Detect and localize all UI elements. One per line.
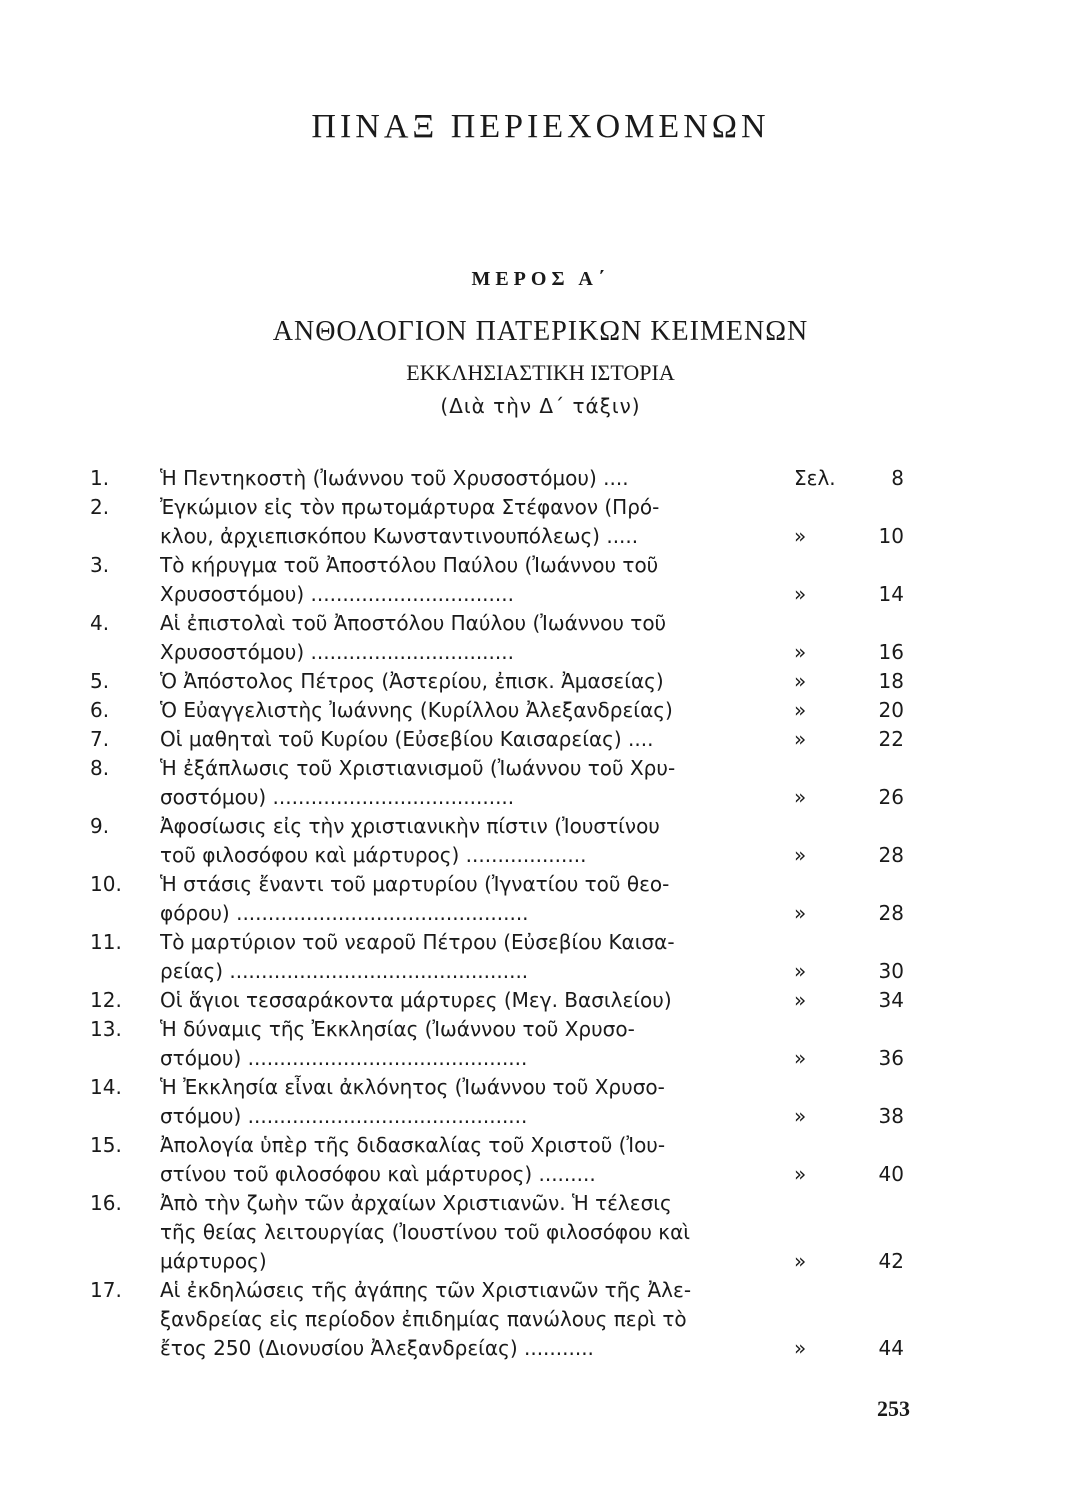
toc-entry-text: στόμου) ............................................ <box>160 1046 528 1070</box>
toc-entry-number: 5. <box>90 669 110 693</box>
toc-entry-page-marker: » <box>794 582 807 606</box>
toc-entry-page-marker: » <box>794 698 807 722</box>
toc-entry-line <box>0 667 1081 696</box>
toc-entry-page-marker: » <box>794 843 807 867</box>
toc-entry-page: 30 <box>878 959 904 983</box>
toc-entry-text: Ἡ ἐξάπλωσις τοῦ Χριστιανισμοῦ (Ἰωάννου τοῦ Χρυ- <box>160 756 676 780</box>
toc-entry-line <box>0 1276 1081 1305</box>
toc-entry-text: Τὸ κήρυγμα τοῦ Ἀποστόλου Παύλου (Ἰωάννου τοῦ <box>160 553 659 577</box>
toc-entry <box>0 1276 1081 1363</box>
toc-entry-page-marker: » <box>794 640 807 664</box>
toc-entry-line <box>0 754 1081 783</box>
toc-entry-page: 8 <box>891 466 904 490</box>
toc-entry <box>0 493 1081 551</box>
toc-entry <box>0 928 1081 986</box>
anthology-title: ΑΝΘΟΛΟΓΙΟΝ ΠΑΤΕΡΙΚΩΝ ΚΕΙΜΕΝΩΝ <box>272 316 809 347</box>
toc-entry-page-marker: » <box>794 727 807 751</box>
toc-entry-page: 42 <box>878 1249 904 1273</box>
table-of-contents <box>0 464 1081 1363</box>
toc-entry-line <box>0 493 1081 522</box>
toc-entry <box>0 725 1081 754</box>
toc-entry-line <box>0 638 1081 667</box>
toc-entry-line <box>0 696 1081 725</box>
toc-entry-line <box>0 1334 1081 1363</box>
toc-entry-page: 44 <box>878 1336 904 1360</box>
page-number: 253 <box>877 1396 910 1421</box>
toc-entry-page-marker: » <box>794 959 807 983</box>
toc-entry-text: Αἱ ἐκδηλώσεις τῆς ἀγάπης τῶν Χριστιανῶν τῆς Ἀλε- <box>160 1278 692 1302</box>
toc-entry-page: 34 <box>878 988 904 1012</box>
toc-entry-page: 16 <box>878 640 904 664</box>
toc-entry-page-marker: » <box>794 1336 807 1360</box>
toc-entry-number: 12. <box>90 988 122 1012</box>
toc-entry-line <box>0 899 1081 928</box>
toc-entry-line <box>0 580 1081 609</box>
toc-entry-line <box>0 609 1081 638</box>
toc-entry-line <box>0 957 1081 986</box>
section-title: ΕΚΚΛΗΣΙΑΣΤΙΚΗ ΙΣΤΟΡΙΑ <box>406 360 675 385</box>
toc-entry-page: 26 <box>878 785 904 809</box>
toc-entry-number: 14. <box>90 1075 122 1099</box>
toc-entry-text: Οἱ μαθηταὶ τοῦ Κυρίου (Εὐσεβίου Καισαρείας) .... <box>160 727 654 751</box>
toc-entry-line <box>0 928 1081 957</box>
toc-entry-page-marker: » <box>794 1046 807 1070</box>
toc-entry <box>0 667 1081 696</box>
toc-entry-number: 8. <box>90 756 110 780</box>
toc-entry-line <box>0 1218 1081 1247</box>
toc-entry-number: 2. <box>90 495 110 519</box>
toc-entry-page-marker: » <box>794 1249 807 1273</box>
toc-entry-text: Ἡ δύναμις τῆς Ἐκκλησίας (Ἰωάννου τοῦ Χρυσο- <box>160 1017 635 1041</box>
toc-entry-text: Ὁ Εὐαγγελιστὴς Ἰωάννης (Κυρίλλου Ἀλεξανδρείας) <box>160 698 673 722</box>
toc-entry-line <box>0 1044 1081 1073</box>
toc-entry-text: μάρτυρος) <box>160 1249 267 1273</box>
toc-entry-page: 28 <box>878 843 904 867</box>
toc-entry-text: ρείας) ............................................... <box>160 959 529 983</box>
toc-entry-page-marker: » <box>794 669 807 693</box>
toc-entry <box>0 754 1081 812</box>
toc-entry-page: 18 <box>878 669 904 693</box>
toc-entry <box>0 609 1081 667</box>
toc-entry-text: στόμου) ............................................ <box>160 1104 528 1128</box>
toc-entry <box>0 1131 1081 1189</box>
toc-entry-line <box>0 783 1081 812</box>
toc-entry <box>0 1189 1081 1276</box>
toc-entry-text: Ἡ Ἐκκλησία εἶναι ἀκλόνητος (Ἰωάννου τοῦ Χρυσο- <box>160 1075 665 1099</box>
toc-entry-line <box>0 841 1081 870</box>
toc-entry-text: Τὸ μαρτύριον τοῦ νεαροῦ Πέτρου (Εὐσεβίου Καισα- <box>160 930 675 954</box>
part-label: ΜΕΡΟΣ Α΄ <box>471 268 610 290</box>
toc-entry <box>0 812 1081 870</box>
toc-entry-number: 13. <box>90 1017 122 1041</box>
toc-entry-page-marker: » <box>794 524 807 548</box>
toc-entry-text: κλου, ἀρχιεπισκόπου Κωνσταντινουπόλεως) ..... <box>160 524 639 548</box>
toc-entry-line <box>0 725 1081 754</box>
toc-entry-text: Ὁ Ἀπόστολος Πέτρος (Ἀστερίου, ἐπισκ. Ἀμασείας) <box>160 669 664 693</box>
toc-entry-number: 4. <box>90 611 110 635</box>
toc-entry <box>0 551 1081 609</box>
toc-entry-text: Ἀπὸ τὴν ζωὴν τῶν ἀρχαίων Χριστιανῶν. Ἡ τέλεσις <box>160 1191 672 1215</box>
toc-entry-line <box>0 1131 1081 1160</box>
toc-entry-line <box>0 1073 1081 1102</box>
toc-entry-page-marker: » <box>794 1162 807 1186</box>
toc-entry-number: 16. <box>90 1191 122 1215</box>
toc-entry <box>0 696 1081 725</box>
toc-entry <box>0 1015 1081 1073</box>
toc-entry-page: 20 <box>878 698 904 722</box>
toc-entry-text: ἔτος 250 (Διονυσίου Ἀλεξανδρείας) ........... <box>160 1336 594 1360</box>
toc-entry-line <box>0 986 1081 1015</box>
toc-entry-text: Χρυσοστόμου) ................................ <box>160 640 514 664</box>
toc-entry-line <box>0 464 1081 493</box>
toc-entry-text: φόρου) .............................................. <box>160 901 529 925</box>
toc-entry-text: Ἀφοσίωσις εἰς τὴν χριστιανικὴν πίστιν (Ἰουστίνου <box>160 814 660 838</box>
toc-entry-text: Ἡ στάσις ἔναντι τοῦ μαρτυρίου (Ἰγνατίου τοῦ θεο- <box>160 872 670 896</box>
toc-entry-page-marker: » <box>794 988 807 1012</box>
toc-entry-number: 10. <box>90 872 122 896</box>
toc-entry-text: Αἱ ἐπιστολαὶ τοῦ Ἀποστόλου Παύλου (Ἰωάννου τοῦ <box>160 611 667 635</box>
toc-entry <box>0 1073 1081 1131</box>
toc-entry-line <box>0 551 1081 580</box>
toc-entry-text: Χρυσοστόμου) ................................ <box>160 582 514 606</box>
toc-entry-page-marker: » <box>794 1104 807 1128</box>
toc-entry-text: τοῦ φιλοσόφου καὶ μάρτυρος) ................... <box>160 843 587 867</box>
toc-entry-line <box>0 1102 1081 1131</box>
toc-entry-line <box>0 1015 1081 1044</box>
toc-entry-number: 11. <box>90 930 122 954</box>
toc-entry-number: 7. <box>90 727 110 751</box>
toc-entry-line <box>0 1305 1081 1334</box>
toc-entry-text: Ἡ Πεντηκοστὴ (Ἰωάννου τοῦ Χρυσοστόμου) .... <box>160 466 629 490</box>
toc-entry-page: 14 <box>878 582 904 606</box>
toc-entry-number: 17. <box>90 1278 122 1302</box>
toc-entry-text: σοστόμου) ...................................... <box>160 785 515 809</box>
class-note: (Διὰ τὴν Δ΄ τάξιν) <box>440 394 641 418</box>
toc-entry-number: 3. <box>90 553 110 577</box>
toc-entry-page: 36 <box>878 1046 904 1070</box>
toc-entry-page: 22 <box>878 727 904 751</box>
toc-entry-line <box>0 522 1081 551</box>
toc-entry-line <box>0 812 1081 841</box>
toc-entry-text: Ἐγκώμιον εἰς τὸν πρωτομάρτυρα Στέφανον (Πρό- <box>160 495 660 519</box>
toc-entry-page-marker: Σελ. <box>794 466 836 490</box>
toc-entry-text: ξανδρείας εἰς περίοδον ἐπιδημίας πανώλους περὶ τὸ <box>160 1307 687 1331</box>
toc-entry-text: στίνου τοῦ φιλοσόφου καὶ μάρτυρος) ......... <box>160 1162 596 1186</box>
toc-entry-line <box>0 1189 1081 1218</box>
toc-entry-number: 9. <box>90 814 110 838</box>
toc-entry-page-marker: » <box>794 901 807 925</box>
toc-entry-line <box>0 1160 1081 1189</box>
toc-entry-number: 15. <box>90 1133 122 1157</box>
toc-entry-line <box>0 870 1081 899</box>
toc-entry-text: Ἀπολογία ὑπὲρ τῆς διδασκαλίας τοῦ Χριστοῦ (Ἰου- <box>160 1133 666 1157</box>
toc-entry-text: τῆς θείας λειτουργίας (Ἰουστίνου τοῦ φιλοσόφου καὶ <box>160 1220 691 1244</box>
toc-entry <box>0 870 1081 928</box>
toc-entry-page: 10 <box>878 524 904 548</box>
toc-entry-page-marker: » <box>794 785 807 809</box>
toc-entry-text: Οἱ ἅγιοι τεσσαράκοντα μάρτυρες (Μεγ. Βασιλείου) <box>160 988 672 1012</box>
toc-entry-page: 28 <box>878 901 904 925</box>
toc-entry-number: 1. <box>90 466 110 490</box>
toc-entry-number: 6. <box>90 698 110 722</box>
toc-entry <box>0 464 1081 493</box>
toc-entry-page: 38 <box>878 1104 904 1128</box>
toc-entry-page: 40 <box>878 1162 904 1186</box>
toc-entry <box>0 986 1081 1015</box>
toc-entry-line <box>0 1247 1081 1276</box>
page-title: ΠΙΝΑΞ ΠΕΡΙΕΧΟΜΕΝΩΝ <box>311 108 770 145</box>
